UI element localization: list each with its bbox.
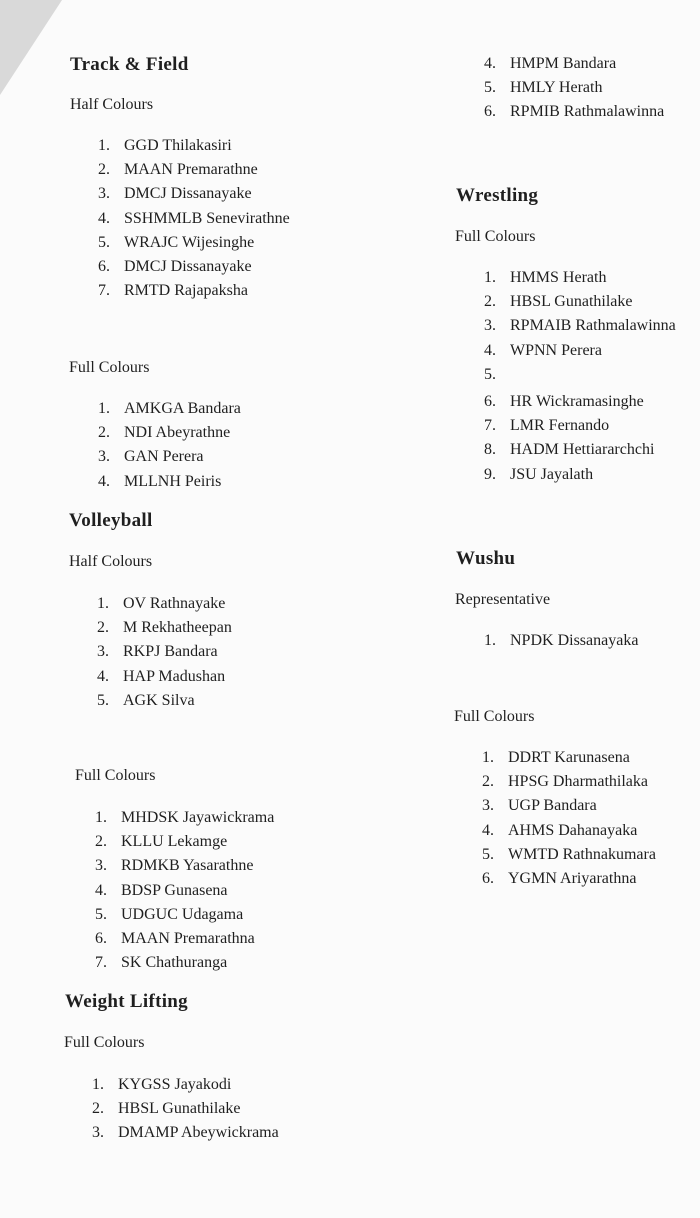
track-field-half-colours-label: Half Colours xyxy=(70,96,154,113)
list-item: 2. KLLU Lekamge xyxy=(95,833,228,851)
list-item: 2. M Rekhatheepan xyxy=(97,619,232,637)
track-field-full-colours-list xyxy=(98,397,241,494)
volleyball-full-colours-label: Full Colours xyxy=(75,767,156,784)
wushu-full-colours-label: Full Colours xyxy=(454,708,535,725)
wrestling-full-colours-list xyxy=(484,266,676,487)
list-item: 2. HPSG Dharmathilaka xyxy=(482,773,648,791)
wushu-full-colours-list xyxy=(482,746,656,891)
volleyball-half-colours-label: Half Colours xyxy=(69,553,153,570)
list-item: 6. DMCJ Dissanayake xyxy=(98,257,252,275)
list-item: 3. GAN Perera xyxy=(98,448,204,466)
track-field-half-colours-list xyxy=(98,134,290,303)
list-item: 8. HADM Hettiararchchi xyxy=(484,441,655,459)
section-title-volleyball: Volleyball xyxy=(69,510,153,531)
list-item: 1. MHDSK Jayawickrama xyxy=(95,809,275,826)
list-item: 4. BDSP Gunasena xyxy=(95,881,228,899)
list-item: 5. AGK Silva xyxy=(97,691,195,709)
list-item: 1. NPDK Dissanayaka xyxy=(484,632,639,649)
list-item: 3. DMCJ Dissanayake xyxy=(98,185,252,203)
wushu-representative-list xyxy=(484,629,638,653)
list-item: 7. RMTD Rajapaksha xyxy=(98,282,248,300)
weight-lifting-full-colours-list xyxy=(92,1073,279,1146)
list-item: 3. DMAMP Abeywickrama xyxy=(92,1124,279,1142)
wrestling-full-colours-label: Full Colours xyxy=(455,228,536,245)
list-item: 3. RKPJ Bandara xyxy=(97,643,218,661)
volleyball-full-colours-list xyxy=(95,806,274,975)
volleyball-half-colours-list xyxy=(97,592,232,713)
list-item: 2. HBSL Gunathilake xyxy=(484,293,633,311)
list-item: 2. HBSL Gunathilake xyxy=(92,1100,241,1118)
list-item: 3. RDMKB Yasarathne xyxy=(95,857,254,875)
list-item: 1. AMKGA Bandara xyxy=(98,400,241,417)
list-item: 4. MLLNH Peiris xyxy=(98,472,222,490)
section-title-wushu: Wushu xyxy=(456,548,516,569)
list-item: 3. UGP Bandara xyxy=(482,797,597,815)
section-title-wrestling: Wrestling xyxy=(456,185,539,206)
weight-lifting-full-colours-label: Full Colours xyxy=(64,1034,145,1051)
list-item: 4. HAP Madushan xyxy=(97,667,226,685)
list-item: 4. WPNN Perera xyxy=(484,341,602,359)
list-item: 5. WRAJC Wijesinghe xyxy=(98,233,255,251)
list-item: 5. xyxy=(484,365,496,383)
list-item: 6. RPMIB Rathmalawinna xyxy=(484,103,665,121)
list-item: 6. MAAN Premarathna xyxy=(95,929,255,947)
wushu-representative-label: Representative xyxy=(455,591,551,608)
list-item: 6. YGMN Ariyarathna xyxy=(482,869,637,887)
list-item: 1. HMMS Herath xyxy=(484,269,607,286)
list-item: 6. HR Wickramasinghe xyxy=(484,392,644,410)
list-item: 5. WMTD Rathnakumara xyxy=(482,845,656,863)
list-item: 1. GGD Thilakasiri xyxy=(98,137,232,154)
list-item: 9. JSU Jayalath xyxy=(484,465,594,483)
list-item: 4. HMPM Bandara xyxy=(484,55,617,72)
list-item: 1. OV Rathnayake xyxy=(97,595,226,612)
track-field-full-colours-label: Full Colours xyxy=(69,359,150,376)
list-item: 5. HMLY Herath xyxy=(484,79,603,97)
list-item: 3. RPMAIB Rathmalawinna xyxy=(484,317,676,335)
list-item: 2. MAAN Premarathne xyxy=(98,161,258,179)
section-title-weight-lifting: Weight Lifting xyxy=(65,991,188,1012)
list-item: 4. SSHMMLB Senevirathne xyxy=(98,209,290,227)
list-item: 7. SK Chathuranga xyxy=(95,954,228,972)
list-item: 4. AHMS Dahanayaka xyxy=(482,821,638,839)
list-item: 1. KYGSS Jayakodi xyxy=(92,1076,232,1093)
section-title-track-field: Track & Field xyxy=(70,54,189,75)
list-item: 2. NDI Abeyrathne xyxy=(98,424,231,442)
continued-list xyxy=(484,52,664,125)
list-item: 7. LMR Fernando xyxy=(484,417,610,435)
list-item: 5. UDGUC Udagama xyxy=(95,905,244,923)
list-item: 1. DDRT Karunasena xyxy=(482,749,630,766)
